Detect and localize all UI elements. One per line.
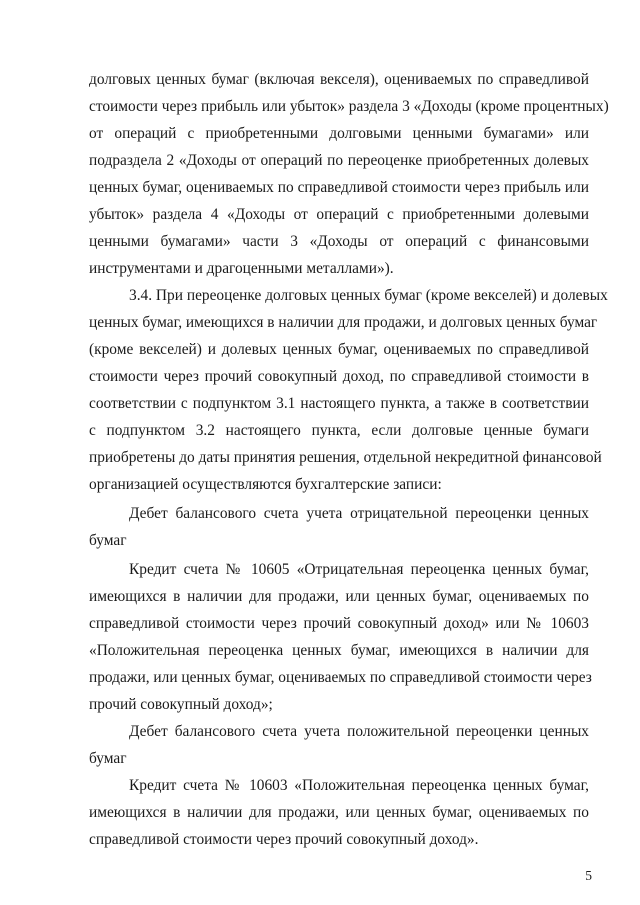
text-line: приобретены до даты принятия решения, отдельной некредитной финансовой [89, 449, 602, 466]
text-line: имеющихся в наличии для продажи, или ценных бумаг, оцениваемых по [89, 804, 589, 821]
text-line: бумаг [89, 750, 127, 767]
paragraph-first-line: 3.4. При переоценке долговых ценных бумаг (кроме векселей) и долевых [129, 287, 608, 304]
text-line: соответствии с подпунктом 3.1 настоящего пункта, а также в соответствии [89, 395, 589, 412]
paragraph-first-line: Дебет балансового счета учета отрицательной переоценки ценных [129, 505, 589, 522]
text-line: от операций с приобретенными долговыми ценными бумагами» или [89, 125, 589, 142]
paragraph-first-line: Дебет балансового счета учета положительной переоценки ценных [129, 723, 589, 740]
text-line: имеющихся в наличии для продажи, или ценных бумаг, оцениваемых по [89, 588, 589, 605]
text-line: ценными бумагами» части 3 «Доходы от операций с финансовыми [89, 233, 589, 250]
text-line: долговых ценных бумаг (включая векселя), оцениваемых по справедливой [89, 71, 589, 88]
page-number: 5 [585, 868, 592, 883]
text-line: убыток» раздела 4 «Доходы от операций с приобретенными долевыми [89, 206, 589, 223]
text-line: бумаг [89, 532, 127, 549]
text-line: стоимости через прибыль или убыток» раздела 3 «Доходы (кроме процентных) [89, 98, 609, 115]
paragraph-first-line: Кредит счета № 10605 «Отрицательная переоценка ценных бумаг, [129, 561, 589, 578]
paragraph-first-line: Кредит счета № 10603 «Положительная переоценка ценных бумаг, [129, 777, 589, 794]
text-line: прочий совокупный доход»; [89, 696, 273, 713]
text-line: инструментами и драгоценными металлами»). [89, 260, 394, 277]
text-line: продажи, или ценных бумаг, оцениваемых по справедливой стоимости через [89, 669, 592, 686]
text-line: стоимости через прочий совокупный доход, по справедливой стоимости в [89, 368, 589, 385]
text-line: справедливой стоимости через прочий совокупный доход» или № 10603 [89, 615, 589, 632]
text-line: (кроме векселей) и долевых ценных бумаг, оцениваемых по справедливой [89, 341, 589, 358]
text-line: «Положительная переоценка ценных бумаг, имеющихся в наличии для [89, 642, 589, 659]
text-line: с подпунктом 3.2 настоящего пункта, если долговые ценные бумаги [89, 422, 589, 439]
text-line: справедливой стоимости через прочий совокупный доход». [89, 831, 479, 848]
text-line: ценных бумаг, оцениваемых по справедливой стоимости через прибыль или [89, 179, 589, 196]
text-line: ценных бумаг, имеющихся в наличии для продажи, и долговых ценных бумаг [89, 314, 598, 331]
text-line: организацией осуществляются бухгалтерские записи: [89, 476, 442, 493]
text-line: подраздела 2 «Доходы от операций по переоценке приобретенных долевых [89, 152, 589, 169]
